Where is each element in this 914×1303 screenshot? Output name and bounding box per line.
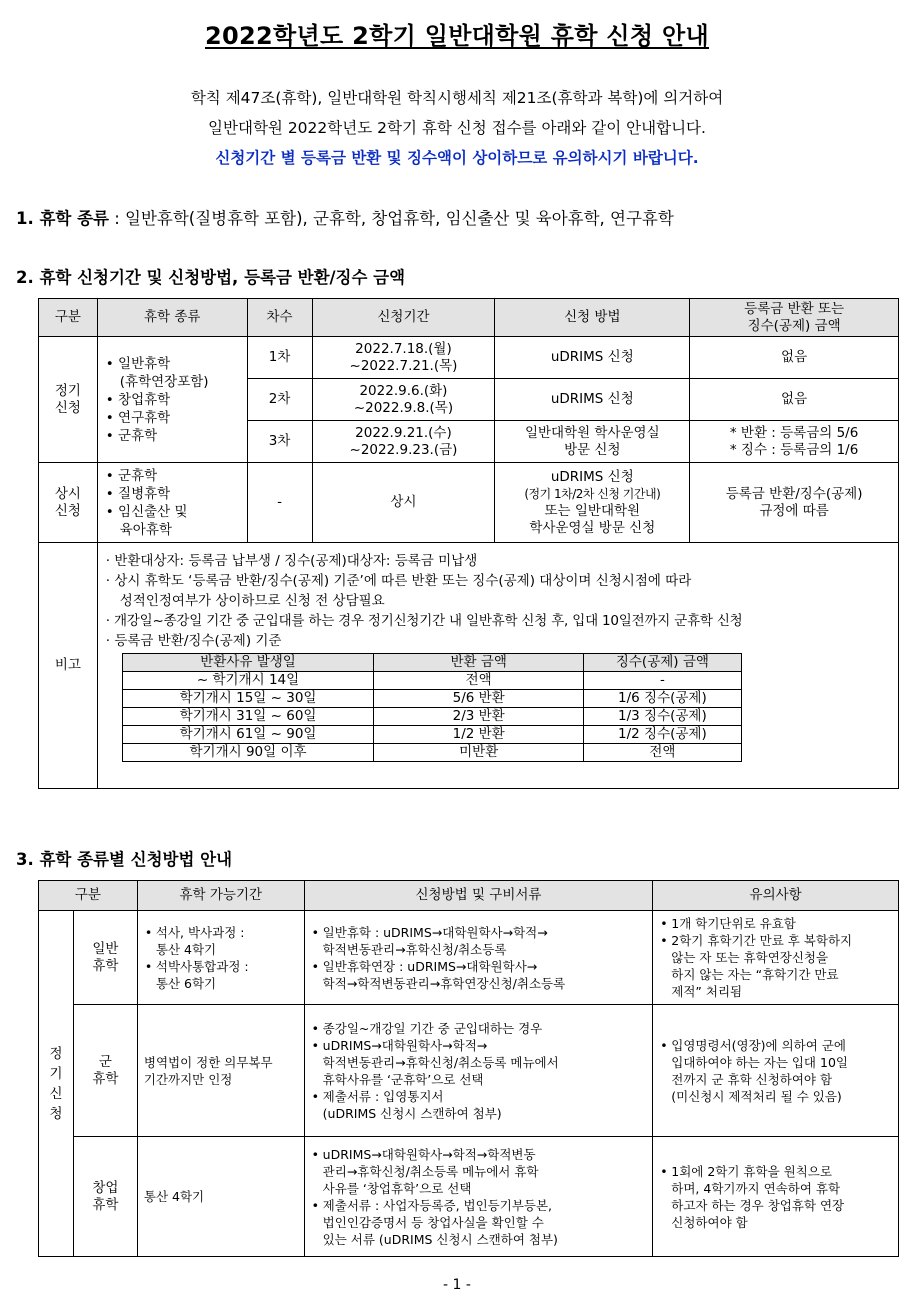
list-item: • 군휴학 (106, 467, 247, 485)
refund-cell: 학기개시 31일 ~ 60일 (122, 708, 374, 726)
table-row (39, 911, 899, 1005)
fee-line2: 규정에 따름 (759, 502, 829, 519)
period-start: 2022.9.21.(수) (355, 424, 452, 441)
list-item: • 석사, 박사과정 : (144, 924, 298, 941)
header-leave-type: 휴학 종류 (97, 299, 247, 337)
list-item: • uDRIMS→대학원학사→학적→ (311, 1037, 647, 1054)
table-row (122, 672, 741, 690)
list-item: 법인인감증명서 등 창업사실을 확인할 수 (322, 1214, 544, 1230)
method-cell (495, 421, 690, 463)
fee-cell: 없음 (690, 337, 899, 379)
method-line: 또는 일반대학원 (544, 502, 641, 519)
period-cell (312, 379, 495, 421)
notes-cell (653, 1005, 899, 1137)
method-line: uDRIMS 신청 (550, 468, 634, 485)
refund-table (122, 653, 742, 762)
list-item: 사유를 ‘창업휴학’으로 선택 (322, 1180, 472, 1196)
method-cell (304, 1005, 653, 1137)
refund-header: 반환 금액 (374, 654, 584, 672)
refund-cell: - (584, 672, 742, 690)
list-item: • 1개 학기단위로 유효함 (659, 915, 892, 932)
list-item: • uDRIMS→대학원학사→학적→학적변동 (311, 1146, 647, 1163)
period-end: ~2022.9.8.(목) (353, 399, 454, 416)
header-method: 신청 방법 (495, 299, 690, 337)
header-fee-line1: 등록금 반환 또는 (744, 300, 845, 317)
refund-cell: 전액 (584, 744, 742, 762)
refund-header: 징수(공제) 금액 (584, 654, 742, 672)
header-period: 신청기간 (312, 299, 495, 337)
period-cell (137, 1137, 304, 1257)
remarks-row (39, 543, 899, 789)
period-cell (137, 1005, 304, 1137)
fee-collect: * 징수 : 등록금의 1/6 (729, 441, 859, 458)
list-item: 있는 서류 (uDRIMS 신청시 스캔하여 첨부) (322, 1231, 558, 1247)
anytime-types (97, 463, 247, 543)
table-header-row (39, 881, 899, 911)
type-line: 휴학 (92, 1070, 119, 1087)
table-row (39, 1005, 899, 1137)
method-cell (495, 463, 690, 543)
period-cell (137, 911, 304, 1005)
fee-cell (690, 463, 899, 543)
list-item: 통산 6학기 (155, 975, 217, 991)
leave-method-table (38, 880, 899, 1257)
refund-header: 반환사유 발생일 (122, 654, 374, 672)
type-line: 창업 (92, 1179, 119, 1196)
list-item: 신청하여야 함 (671, 1214, 748, 1230)
section-3-heading: 3. 휴학 종류별 신청방법 안내 (16, 850, 233, 869)
regular-label-2: 신청 (54, 399, 81, 416)
remark-line: · 상시 휴학도 ‘등록금 반환/징수(공제) 기준’에 따른 반환 또는 징수(공제) 대상이며 신청시점에 따라 (105, 573, 692, 589)
remarks-content (97, 543, 898, 789)
remark-line: · 등록금 반환/징수(공제) 기준 (105, 633, 282, 649)
header-category: 구분 (39, 299, 98, 337)
period-line: 통산 4학기 (143, 1189, 205, 1204)
list-item: 않는 자 또는 휴학연장신청을 (671, 950, 829, 965)
period-end: ~2022.7.21.(목) (349, 357, 458, 374)
header-method: 신청방법 및 구비서류 (304, 881, 653, 911)
period-cell (312, 421, 495, 463)
refund-cell: 1/2 징수(공제) (584, 726, 742, 744)
list-item: 통산 4학기 (155, 941, 217, 957)
refund-cell: 학기개시 15일 ~ 30일 (122, 690, 374, 708)
header-fee-line2: 징수(공제) 금액 (747, 317, 841, 334)
table-row (39, 463, 899, 543)
type-line: 휴학 (92, 957, 119, 974)
period-line: 기간까지만 인정 (143, 1071, 233, 1087)
notes-cell (653, 911, 899, 1005)
method-line2: 방문 신청 (564, 441, 621, 458)
table-row (122, 744, 741, 762)
refund-cell: 학기개시 90일 이후 (122, 744, 374, 762)
intro-notice: 신청기간 별 등록금 반환 및 징수액이 상이하므로 유의하시기 바랍니다. (215, 149, 699, 167)
anytime-label-1: 상시 (54, 485, 81, 502)
anytime-label-2: 신청 (54, 502, 81, 519)
period-cell: 상시 (312, 463, 495, 543)
list-item: 하고자 하는 경우 창업휴학 연장 (671, 1197, 845, 1213)
section-1-text: : 일반휴학(질병휴학 포함), 군휴학, 창업휴학, 임신출산 및 육아휴학, 연구휴학 (109, 209, 674, 228)
period-cell (312, 337, 495, 379)
header-round: 차수 (247, 299, 312, 337)
remark-line: 성적인정여부가 상이하므로 신청 전 상담필요 (119, 593, 385, 609)
method-cell: uDRIMS 신청 (495, 337, 690, 379)
anytime-label (39, 463, 98, 543)
refund-cell: 1/3 징수(공제) (584, 708, 742, 726)
period-start: 2022.7.18.(월) (355, 340, 452, 357)
list-item: • 연구휴학 (106, 409, 247, 427)
table-row (39, 1137, 899, 1257)
list-item: (uDRIMS 신청시 스캔하여 첨부) (322, 1105, 502, 1121)
header-period: 휴학 가능기간 (137, 881, 304, 911)
group-label-char: 신 (49, 1085, 63, 1102)
notes-cell (653, 1137, 899, 1257)
list-item: 학적변동관리→휴학신청/취소등록 메뉴에서 (322, 1054, 559, 1070)
group-label-char: 청 (49, 1105, 63, 1122)
regular-label (39, 337, 98, 463)
list-item: • 일반휴학연장 : uDRIMS→대학원학사→ (311, 958, 647, 975)
list-item: • 1회에 2학기 휴학을 원칙으로 (659, 1163, 892, 1180)
table-row (39, 337, 899, 379)
fee-cell: 없음 (690, 379, 899, 421)
list-item: 입대하여야 하는 자는 입대 10일 (671, 1054, 848, 1070)
header-notes: 유의사항 (653, 881, 899, 911)
method-cell (304, 911, 653, 1005)
refund-cell: 학기개시 61일 ~ 90일 (122, 726, 374, 744)
list-item: 육아휴학 (119, 521, 172, 538)
list-item: 하며, 4학기까지 연속하여 휴학 (671, 1180, 841, 1196)
method-cell (304, 1137, 653, 1257)
list-item: • 질병휴학 (106, 485, 247, 503)
type-military (73, 1005, 137, 1137)
page-number: - 1 - (443, 1277, 471, 1293)
type-general (73, 911, 137, 1005)
list-item: • 제출서류 : 사업자등록증, 법인등기부등본, (311, 1197, 647, 1214)
table-row (122, 690, 741, 708)
period-line: 병역법이 정한 의무복무 (143, 1054, 273, 1070)
application-period-table (38, 298, 899, 789)
group-label-char: 기 (49, 1065, 63, 1082)
round-cell: 3차 (247, 421, 312, 463)
regular-group-label (39, 911, 74, 1257)
refund-cell: 미반환 (374, 744, 584, 762)
intro-line-2: 일반대학원 2022학년도 2학기 휴학 신청 접수를 아래와 같이 안내합니다. (208, 119, 706, 137)
refund-cell: ~ 학기개시 14일 (122, 672, 374, 690)
method-line1: 일반대학원 학사운영실 (524, 424, 660, 441)
list-item: • 종강일~개강일 기간 중 군입대하는 경우 (311, 1020, 647, 1037)
type-line: 휴학 (92, 1196, 119, 1213)
list-item: 하지 않는 자는 “휴학기간 만료 (671, 967, 839, 982)
remark-line: · 개강일~종강일 기간 중 군입대를 하는 경우 정기신청기간 내 일반휴학 신청 후, 입대 10일전까지 군휴학 신청 (105, 613, 743, 629)
fee-refund: * 반환 : 등록금의 5/6 (729, 424, 859, 441)
list-item: • 일반휴학 (106, 355, 247, 373)
header-category: 구분 (39, 881, 138, 911)
list-item: • 2학기 휴학기간 만료 후 복학하지 (659, 932, 892, 949)
refund-cell: 전액 (374, 672, 584, 690)
fee-line1: 등록금 반환/징수(공제) (725, 485, 863, 502)
group-label-char: 정 (49, 1045, 63, 1062)
list-item: 전까지 군 휴학 신청하여야 함 (671, 1071, 833, 1087)
regular-types (97, 337, 247, 463)
list-item: 관리→휴학신청/취소등록 메뉴에서 휴학 (322, 1163, 539, 1179)
period-start: 2022.9.6.(화) (359, 382, 448, 399)
method-cell: uDRIMS 신청 (495, 379, 690, 421)
list-item: • 제출서류 : 입영통지서 (311, 1088, 647, 1105)
method-line: 학사운영실 방문 신청 (529, 519, 656, 536)
remark-line: · 반환대상자: 등록금 납부생 / 징수(공제)대상자: 등록금 미납생 (105, 553, 478, 569)
list-item: • 창업휴학 (106, 391, 247, 409)
refund-cell: 1/6 징수(공제) (584, 690, 742, 708)
list-item: (미신청시 제적처리 될 수 있음) (671, 1088, 842, 1104)
table-row (122, 708, 741, 726)
header-fee (690, 299, 899, 337)
list-item: (휴학연장포함) (119, 373, 209, 390)
period-end: ~2022.9.23.(금) (349, 441, 458, 458)
refund-cell: 2/3 반환 (374, 708, 584, 726)
document-title: 2022학년도 2학기 일반대학원 휴학 신청 안내 (204, 22, 710, 50)
type-line: 일반 (92, 940, 119, 957)
list-item: • 입영명령서(영장)에 의하여 군에 (659, 1037, 892, 1054)
section-2-heading: 2. 휴학 신청기간 및 신청방법, 등록금 반환/징수 금액 (16, 268, 406, 287)
table-row (122, 726, 741, 744)
list-item: 제적” 처리됨 (671, 984, 743, 999)
remarks-label: 비고 (39, 543, 98, 789)
round-cell: 2차 (247, 379, 312, 421)
list-item: • 일반휴학 : uDRIMS→대학원학사→학적→ (311, 924, 647, 941)
list-item: 학적→학적변동관리→휴학연장신청/취소등록 (322, 975, 566, 991)
table-header-row (39, 299, 899, 337)
round-cell: - (247, 463, 312, 543)
list-item: • 임신출산 및 (106, 503, 247, 521)
list-item: • 석박사통합과정 : (144, 958, 298, 975)
fee-cell (690, 421, 899, 463)
list-item: • 군휴학 (106, 427, 247, 445)
method-line: (정기 1차/2차 신청 기간내) (524, 486, 661, 501)
intro-line-1: 학칙 제47조(휴학), 일반대학원 학칙시행세칙 제21조(휴학과 복학)에 의거하여 (190, 89, 724, 107)
list-item: 학적변동관리→휴학신청/취소등록 (322, 941, 507, 957)
section-1-heading: 1. 휴학 종류 (16, 209, 109, 228)
section-1 (16, 205, 674, 229)
refund-header-row (122, 654, 741, 672)
refund-cell: 1/2 반환 (374, 726, 584, 744)
regular-label-1: 정기 (54, 382, 81, 399)
type-line: 군 (98, 1053, 112, 1070)
refund-cell: 5/6 반환 (374, 690, 584, 708)
type-startup (73, 1137, 137, 1257)
list-item: 휴학사유를 ‘군휴학’으로 선택 (322, 1071, 484, 1087)
round-cell: 1차 (247, 337, 312, 379)
